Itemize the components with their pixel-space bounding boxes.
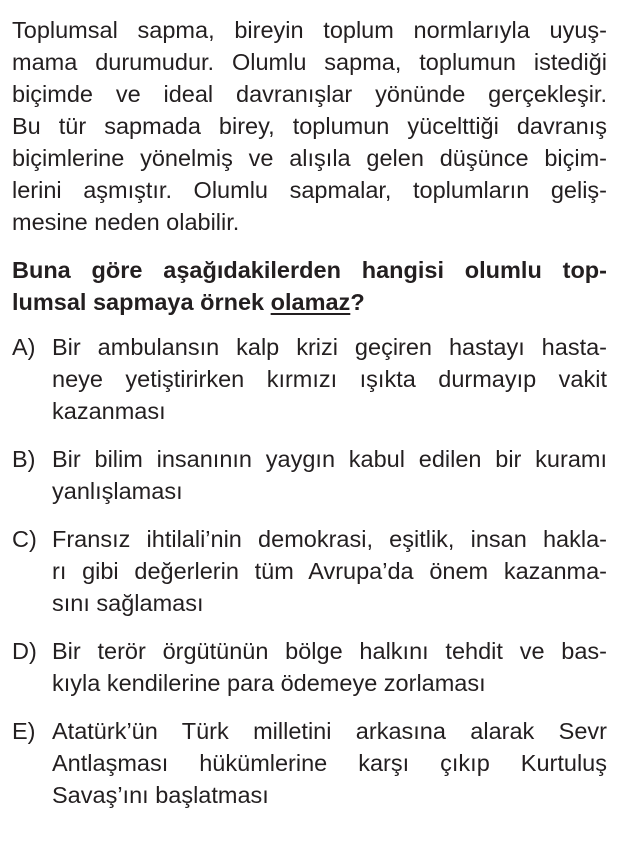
- option-letter: A): [12, 334, 36, 360]
- answer-option-c[interactable]: [12, 523, 607, 619]
- option-text-line: kıyla kendilerine para ödemeye zorlaması: [52, 670, 486, 696]
- passage-line: lerini aşmıştır. Olumlu sapmalar, toplumların geliş-: [12, 177, 607, 203]
- option-text-line: Bir ambulansın kalp krizi geçiren hastayı hasta-: [52, 334, 607, 360]
- passage-line: mesine neden olabilir.: [12, 209, 240, 235]
- option-letter: E): [12, 718, 36, 744]
- question-stem: [12, 254, 607, 318]
- option-text-line: Antlaşması hükümlerine karşı çıkıp Kurtuluş: [52, 750, 607, 776]
- option-text-line: Savaş’ını başlatması: [52, 782, 269, 808]
- question-line: Buna göre aşağıdakilerden hangisi olumlu top-: [12, 257, 607, 283]
- option-text-line: neye yetiştirirken kırmızı ışıkta durmayıp vakit: [52, 366, 607, 392]
- passage-line: Toplumsal sapma, bireyin toplum normlarıyla uyuş-: [12, 17, 607, 43]
- question-page: [12, 14, 607, 811]
- question-text: lumsal sapmaya örnek: [12, 289, 271, 315]
- negation-keyword: olamaz: [270, 289, 351, 315]
- question-line: [12, 286, 607, 318]
- option-letter: C): [12, 526, 37, 552]
- option-letter: B): [12, 446, 36, 472]
- passage: [12, 14, 607, 238]
- option-text-line: Fransız ihtilali’nin demokrasi, eşitlik, insan hakla-: [52, 526, 607, 552]
- option-letter: D): [12, 638, 37, 664]
- option-text-line: Bir bilim insanının yaygın kabul edilen bir kuramı: [52, 446, 607, 472]
- passage-line: Bu tür sapmada birey, toplumun yücelttiği davranış: [12, 113, 607, 139]
- answer-option-a[interactable]: [12, 331, 607, 427]
- option-text-line: Atatürk’ün Türk milletini arkasına alarak Sevr: [52, 718, 607, 744]
- question-mark: ?: [350, 289, 365, 315]
- option-text-line: Bir terör örgütünün bölge halkını tehdit ve bas-: [52, 638, 607, 664]
- option-text-line: rı gibi değerlerin tüm Avrupa’da önem kazanma-: [52, 558, 607, 584]
- passage-line: mama durumudur. Olumlu sapma, toplumun istediği: [12, 49, 607, 75]
- option-text-line: yanlışlaması: [52, 478, 183, 504]
- passage-line: biçimde ve ideal davranışlar yönünde gerçekleşir.: [12, 81, 607, 107]
- answer-option-e[interactable]: [12, 715, 607, 811]
- passage-line: biçimlerine yönelmiş ve alışıla gelen düşünce biçim-: [12, 145, 607, 171]
- option-text-line: sını sağlaması: [52, 590, 204, 616]
- answer-option-d[interactable]: [12, 635, 607, 699]
- option-text-line: kazanması: [52, 398, 166, 424]
- answer-option-b[interactable]: [12, 443, 607, 507]
